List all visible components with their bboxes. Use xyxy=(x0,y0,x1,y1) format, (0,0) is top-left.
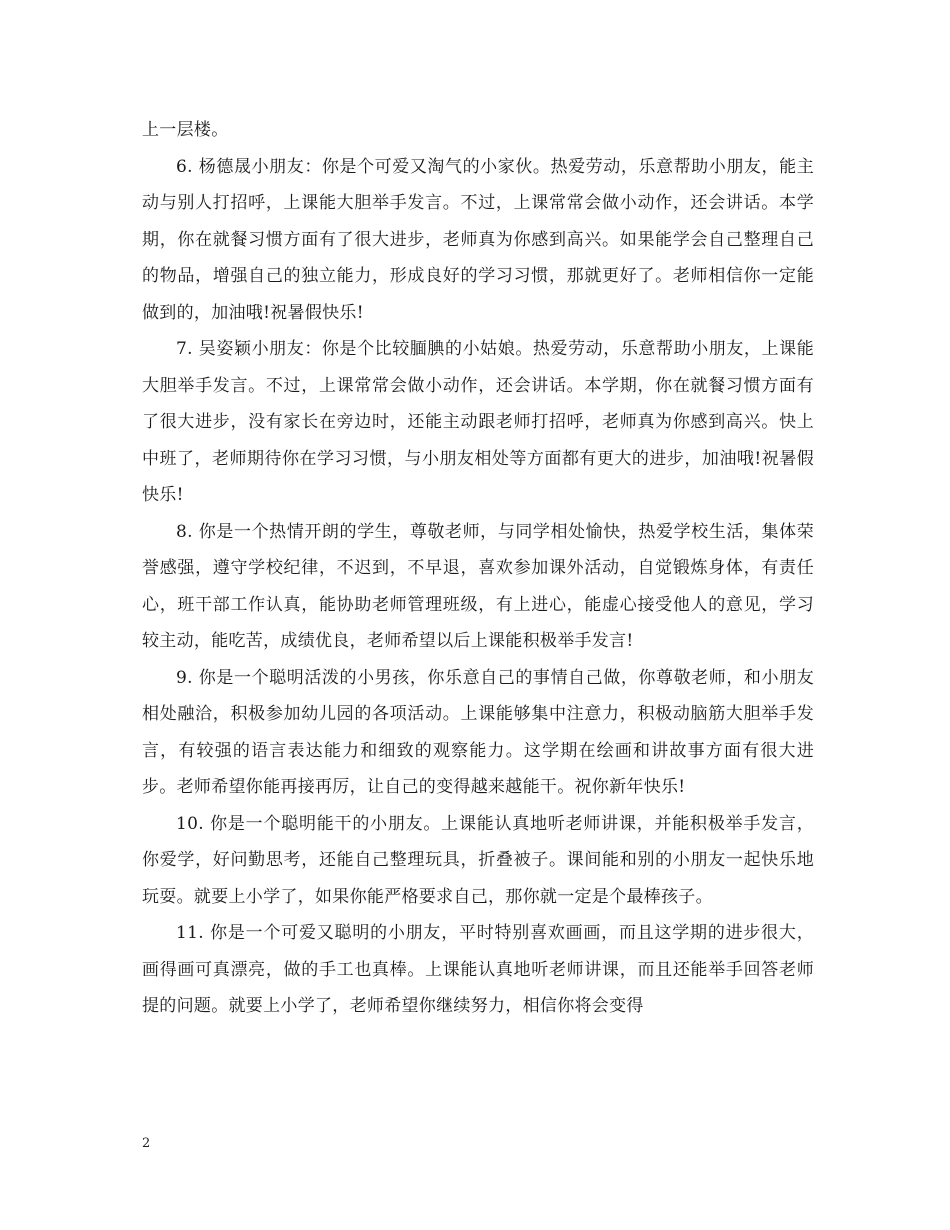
paragraph-item-9: 9. 你是一个聪明活泼的小男孩，你乐意自己的事情自己做，你尊敬老师，和小朋友相处融洽，积极参加幼儿园的各项活动。上课能够集中注意力，积极动脑筋大胆举手发言，有较强的语言表达能力和细致的观察能力。这学期在绘画和讲故事方面有很大进步。老师希望你能再接再厉，让自己的变得越来越能干。祝你新年快乐! xyxy=(142,667,814,797)
paragraph-item-11: 11. 你是一个可爱又聪明的小朋友，平时特别喜欢画画，而且这学期的进步很大，画得画可真漂亮，做的手工也真棒。上课能认真地听老师讲课，而且还能举手回答老师提的问题。就要上小学了，老师希望你继续努力，相信你将会变得 xyxy=(142,923,814,1016)
page-number: 2 xyxy=(142,1136,151,1151)
document-body xyxy=(142,112,814,1025)
paragraph-item-8: 8. 你是一个热情开朗的学生，尊敬老师，与同学相处愉快，热爱学校生活，集体荣誉感强，遵守学校纪律，不迟到，不早退，喜欢参加课外活动，自觉锻炼身体，有责任心，班干部工作认真，能协助老师管理班级，有上进心，能虚心接受他人的意见，学习较主动，能吃苦，成绩优良，老师希望以后上课能积极举手发言! xyxy=(142,521,814,651)
paragraph-item-10: 10. 你是一个聪明能干的小朋友。上课能认真地听老师讲课，并能积极举手发言，你爱学，好问勤思考，还能自己整理玩具，折叠被子。课间能和别的小朋友一起快乐地玩耍。就要上小学了，如果你能严格要求自己，那你就一定是个最棒孩子。 xyxy=(142,813,814,907)
paragraph-continuation: 上一层楼。 xyxy=(142,120,229,140)
paragraph-item-6: 6. 杨德晟小朋友：你是个可爱又淘气的小家伙。热爱劳动，乐意帮助小朋友，能主动与别人打招呼，上课能大胆举手发言。不过，上课常常会做小动作，还会讲话。本学期，你在就餐习惯方面有了很大进步，老师真为你感到高兴。如果能学会自己整理自己的物品，增强自己的独立能力，形成良好的学习习惯，那就更好了。老师相信你一定能做到的，加油哦!祝暑假快乐! xyxy=(142,156,814,323)
paragraph-item-7: 7. 吴姿颖小朋友：你是个比较腼腆的小姑娘。热爱劳动，乐意帮助小朋友，上课能大胆举手发言。不过，上课常常会做小动作，还会讲话。本学期，你在就餐习惯方面有了很大进步，没有家长在旁边时，还能主动跟老师打招呼，老师真为你感到高兴。快上中班了，老师期待你在学习习惯，与小朋友相处等方面都有更大的进步，加油哦!祝暑假快乐! xyxy=(142,339,814,505)
